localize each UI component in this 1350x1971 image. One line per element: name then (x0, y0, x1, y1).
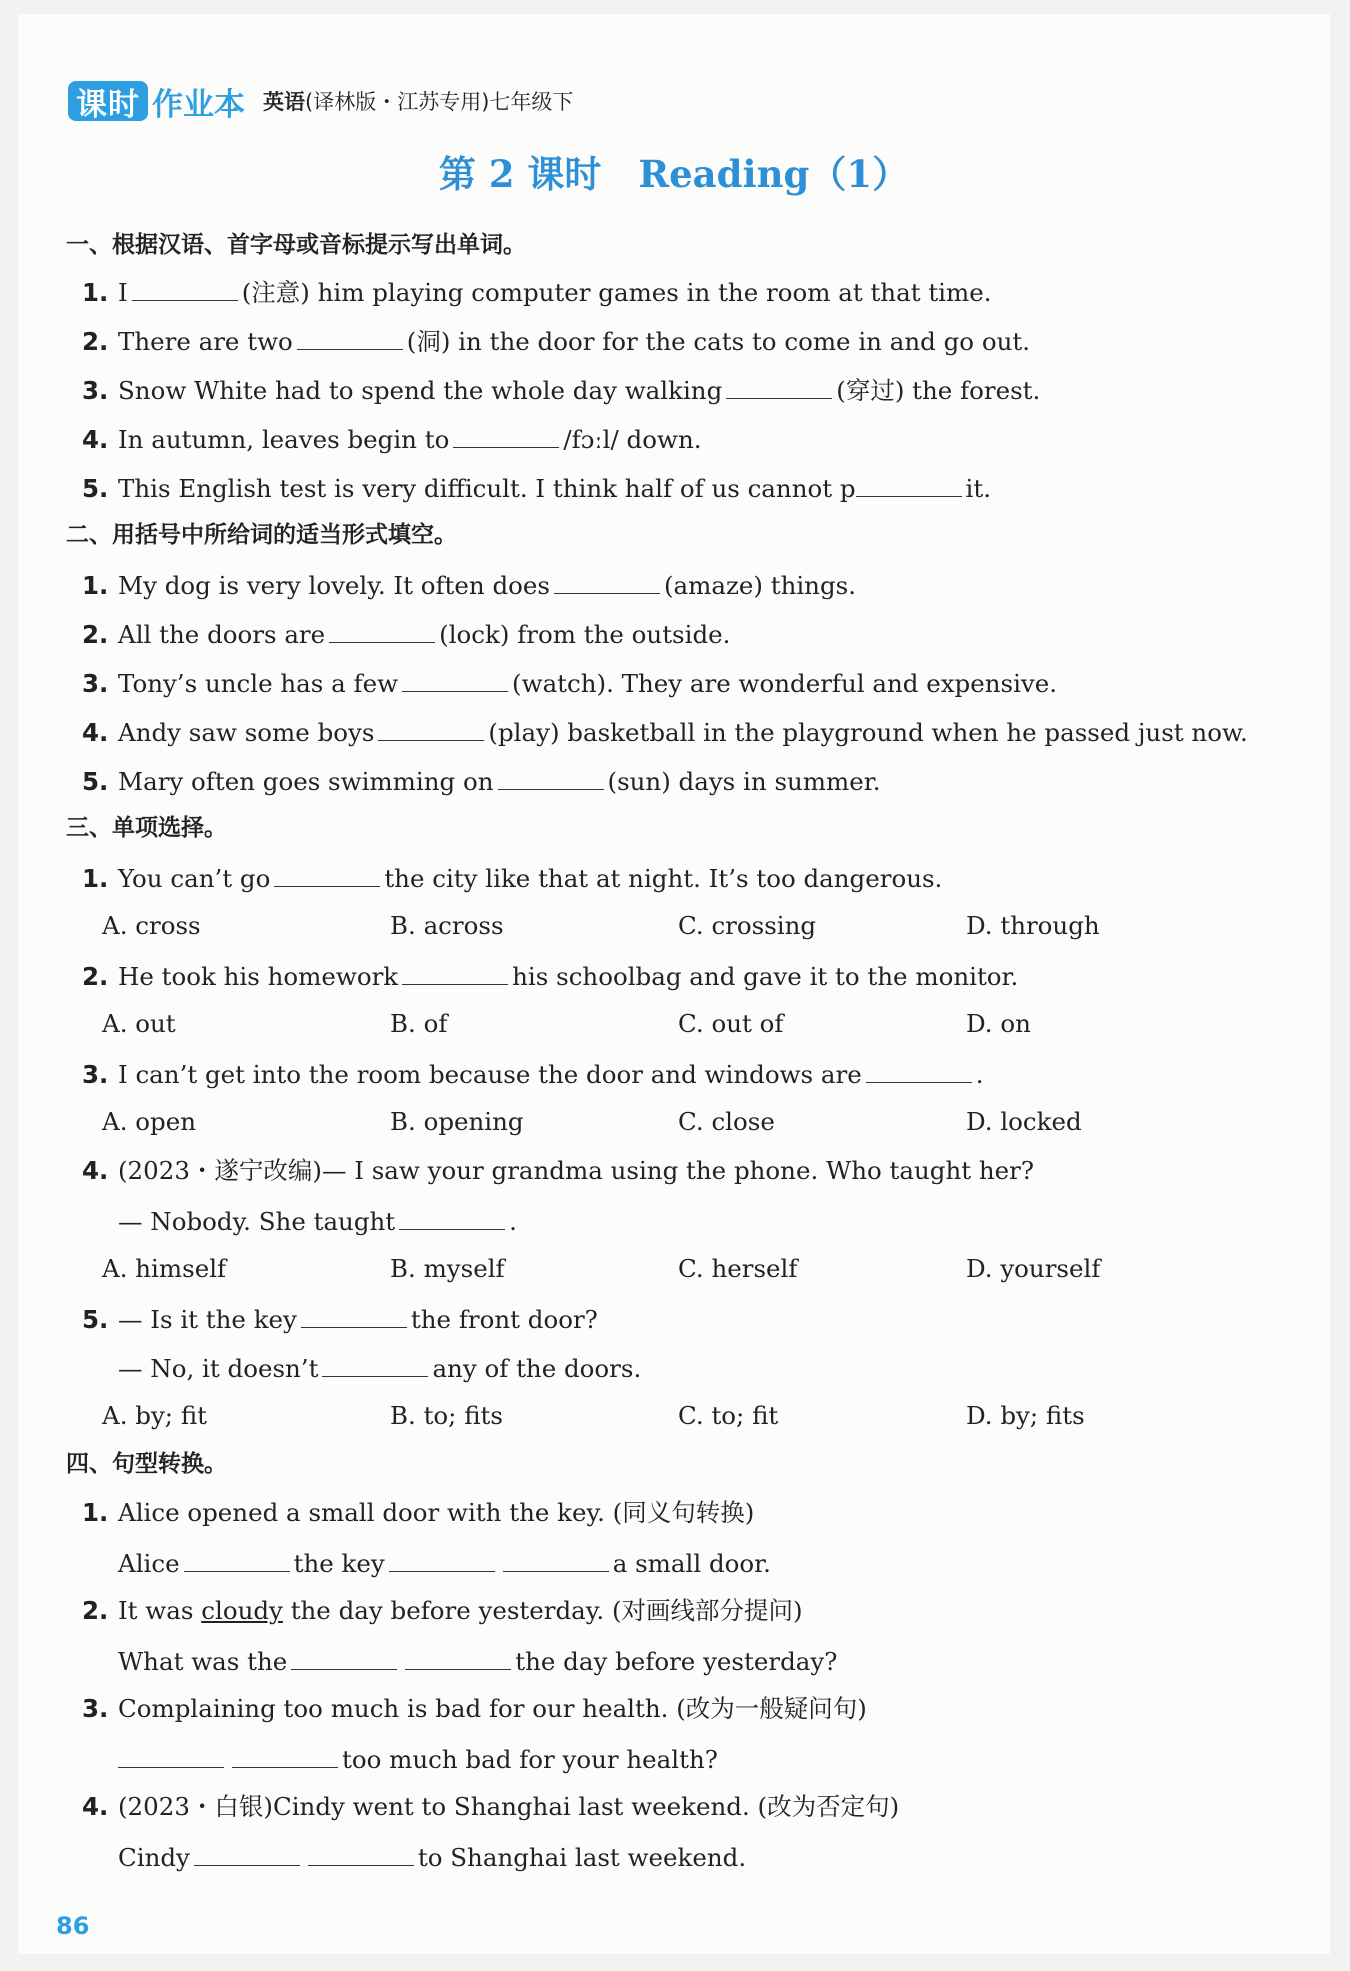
option-b[interactable]: B. myself (390, 1254, 505, 1283)
book-header (68, 78, 573, 124)
section3-heading: 三、单项选择。 (66, 815, 227, 841)
option-b[interactable]: B. opening (390, 1107, 524, 1136)
option-a[interactable]: A. himself (102, 1254, 227, 1283)
answer-blank[interactable] (378, 716, 484, 741)
option-c[interactable]: C. crossing (678, 911, 817, 940)
s3-q3: 3. I can’t get into the room because the door and windows are . (82, 1060, 984, 1089)
s4-q4: 4. (2023・白银)Cindy went to Shanghai last weekend. (改为否定句) (82, 1792, 900, 1821)
header-subtitle: 英语(译林版・江苏专用)七年级下 (263, 90, 574, 114)
s1-item-3: 3. Snow White had to spend the whole day walking (穿过) the forest. (82, 376, 1041, 405)
answer-blank[interactable] (291, 1645, 397, 1670)
answer-blank[interactable] (118, 1743, 224, 1768)
answer-blank[interactable] (402, 667, 508, 692)
s1-item-2: 2. There are two (洞) in the door for the cats to come in and go out. (82, 327, 1030, 356)
answer-blank[interactable] (554, 569, 660, 594)
s3-q2: 2. He took his homework his schoolbag and gave it to the monitor. (82, 962, 1019, 991)
answer-blank[interactable] (274, 862, 380, 887)
s4-q1-answer: Alice the key a small door. (118, 1549, 771, 1578)
underlined-word: cloudy (201, 1596, 283, 1625)
s1-item-1: 1. I (注意) him playing computer games in the room at that time. (82, 278, 992, 307)
answer-blank[interactable] (389, 1547, 495, 1572)
s4-q2-answer: What was the the day before yesterday? (118, 1647, 838, 1676)
option-c[interactable]: C. to; fit (678, 1401, 779, 1430)
section4-heading: 四、句型转换。 (66, 1451, 227, 1477)
option-b[interactable]: B. to; fits (390, 1401, 503, 1430)
s2-item-1: 1. My dog is very lovely. It often does (amaze) things. (82, 571, 857, 600)
option-d[interactable]: D. by; fits (966, 1401, 1085, 1430)
option-d[interactable]: D. yourself (966, 1254, 1101, 1283)
s3-q5-reply: — No, it doesn’t any of the doors. (118, 1354, 642, 1383)
page-number: 86 (56, 1912, 90, 1940)
s4-q3: 3. Complaining too much is bad for our health. (改为一般疑问句) (82, 1694, 867, 1723)
s4-q2: 2. It was cloudy the day before yesterday. (对画线部分提问) (82, 1596, 803, 1625)
option-d[interactable]: D. through (966, 911, 1100, 940)
answer-blank[interactable] (399, 1205, 505, 1230)
option-a[interactable]: A. cross (102, 911, 201, 940)
answer-blank[interactable] (232, 1743, 338, 1768)
page-title: 第 2 课时 Reading（1） (438, 152, 910, 196)
option-c[interactable]: C. out of (678, 1009, 784, 1038)
answer-blank[interactable] (726, 374, 832, 399)
option-a[interactable]: A. out (102, 1009, 176, 1038)
answer-blank[interactable] (297, 325, 403, 350)
worksheet-page (18, 14, 1330, 1954)
s2-item-5: 5. Mary often goes swimming on (sun) days in summer. (82, 767, 881, 796)
option-a[interactable]: A. open (102, 1107, 196, 1136)
option-a[interactable]: A. by; fit (102, 1401, 208, 1430)
s2-item-4: 4. Andy saw some boys (play) basketball in the playground when he passed just now. (82, 718, 1248, 747)
s3-q4-reply: — Nobody. She taught . (118, 1207, 517, 1236)
s3-q1: 1. You can’t go the city like that at night. It’s too dangerous. (82, 864, 943, 893)
answer-blank[interactable] (498, 765, 604, 790)
logo-badge: 课时 (68, 81, 148, 121)
s1-item-5: 5. This English test is very difficult. I think half of us cannot p it. (82, 474, 992, 503)
section1-heading: 一、根据汉语、首字母或音标提示写出单词。 (66, 232, 526, 258)
s4-q3-answer: too much bad for your health? (118, 1743, 718, 1775)
answer-blank[interactable] (322, 1352, 428, 1377)
option-d[interactable]: D. locked (966, 1107, 1082, 1136)
option-b[interactable]: B. across (390, 911, 504, 940)
answer-blank[interactable] (301, 1303, 407, 1328)
option-d[interactable]: D. on (966, 1009, 1031, 1038)
s1-item-4: 4. In autumn, leaves begin to /fɔːl/ down. (82, 425, 702, 454)
answer-blank[interactable] (866, 1058, 972, 1083)
answer-blank[interactable] (405, 1645, 511, 1670)
s4-q1: 1. Alice opened a small door with the key. (同义句转换) (82, 1498, 755, 1527)
option-b[interactable]: B. of (390, 1009, 448, 1038)
answer-blank[interactable] (453, 423, 559, 448)
s4-q4-answer: Cindy to Shanghai last weekend. (118, 1843, 747, 1872)
answer-blank[interactable] (308, 1841, 414, 1866)
answer-blank[interactable] (184, 1547, 290, 1572)
s2-item-3: 3. Tony’s uncle has a few (watch). They are wonderful and expensive. (82, 669, 1058, 698)
answer-blank[interactable] (329, 618, 435, 643)
answer-blank[interactable] (132, 276, 238, 301)
section2-heading: 二、用括号中所给词的适当形式填空。 (66, 522, 457, 548)
s2-item-2: 2. All the doors are (lock) from the outside. (82, 620, 731, 649)
answer-blank[interactable] (856, 472, 962, 497)
logo-text: 作业本 (152, 86, 245, 123)
answer-blank[interactable] (503, 1547, 609, 1572)
option-c[interactable]: C. herself (678, 1254, 798, 1283)
answer-blank[interactable] (402, 960, 508, 985)
s3-q4: 4. (2023・遂宁改编)— I saw your grandma using the phone. Who taught her? (82, 1156, 1034, 1185)
answer-blank[interactable] (194, 1841, 300, 1866)
s3-q5: 5. — Is it the key the front door? (82, 1305, 598, 1334)
option-c[interactable]: C. close (678, 1107, 775, 1136)
